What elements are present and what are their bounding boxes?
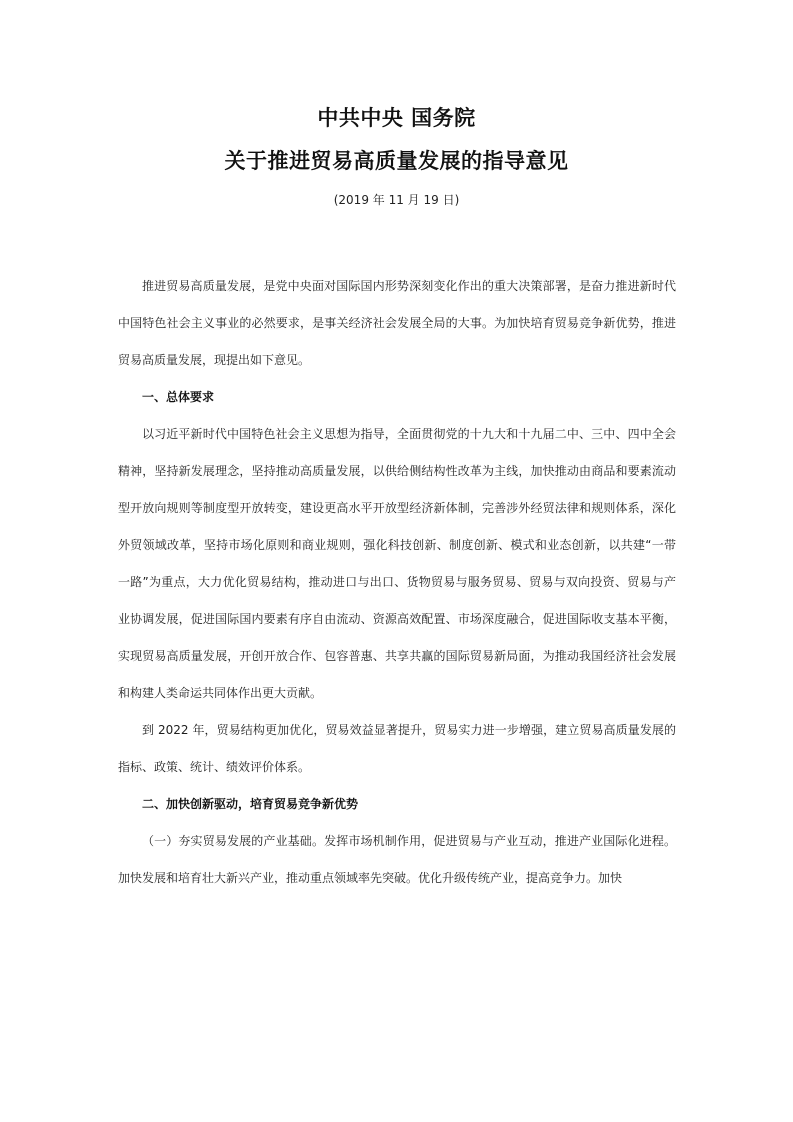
section1-paragraph-2022-goals: 到 2022 年，贸易结构更加优化，贸易效益显著提升，贸易实力进一步增强，建立贸易高质量发展的指标、政策、统计、绩效评价体系。 (118, 723, 676, 774)
document-date: (2019 年 11 月 19 日) (333, 193, 460, 207)
document-title-issuer: 中共中央 国务院 (317, 106, 476, 130)
section1-paragraph-guiding-principles: 以习近平新时代中国特色社会主义思想为指导，全面贯彻党的十九大和十九届二中、三中、四中全会精神，坚持新发展理念，坚持推动高质量发展，以供给侧结构性改革为主线，加快推动由商品和要素流动型开放向规则等制度型开放转变，建设更高水平开放型经济新体制，完善涉外经贸法律和规则体系，深化外贸领域改革，坚持市场化原则和商业规则，强化科技创新、制度创新、模式和业态创新，以共建“一带一路”为重点，大力优化贸易结构，推动进口与出口、货物贸易与服务贸易、贸易与双向投资、贸易与产业协调发展，促进国际国内要素有序自由流动、资源高效配置、市场深度融合，促进国际收支基本平衡，实现贸易高质量发展，开创开放合作、包容普惠、共享共赢的国际贸易新局面，为推动我国经济社会发展和构建人类命运共同体作出更大贡献。 (118, 427, 676, 700)
section2-paragraph-industrial-foundation: （一）夯实贸易发展的产业基础。发挥市场机制作用，促进贸易与产业互动，推进产业国际化进程。加快发展和培育壮大新兴产业，推动重点领域率先突破。优化升级传统产业，提高竞争力。加快 (118, 834, 676, 885)
document-body (118, 268, 676, 897)
section-heading-innovation-driven: 二、加快创新驱动，培育贸易竞争新优势 (142, 797, 359, 811)
section-heading-general-requirements: 一、总体要求 (142, 390, 215, 404)
intro-paragraph: 推进贸易高质量发展，是党中央面对国际国内形势深刻变化作出的重大决策部署，是奋力推进新时代中国特色社会主义事业的必然要求，是事关经济社会发展全局的大事。为加快培育贸易竞争新优势，推进贸易高质量发展，现提出如下意见。 (118, 279, 676, 367)
document-title: 关于推进贸易高质量发展的指导意见 (224, 149, 569, 173)
